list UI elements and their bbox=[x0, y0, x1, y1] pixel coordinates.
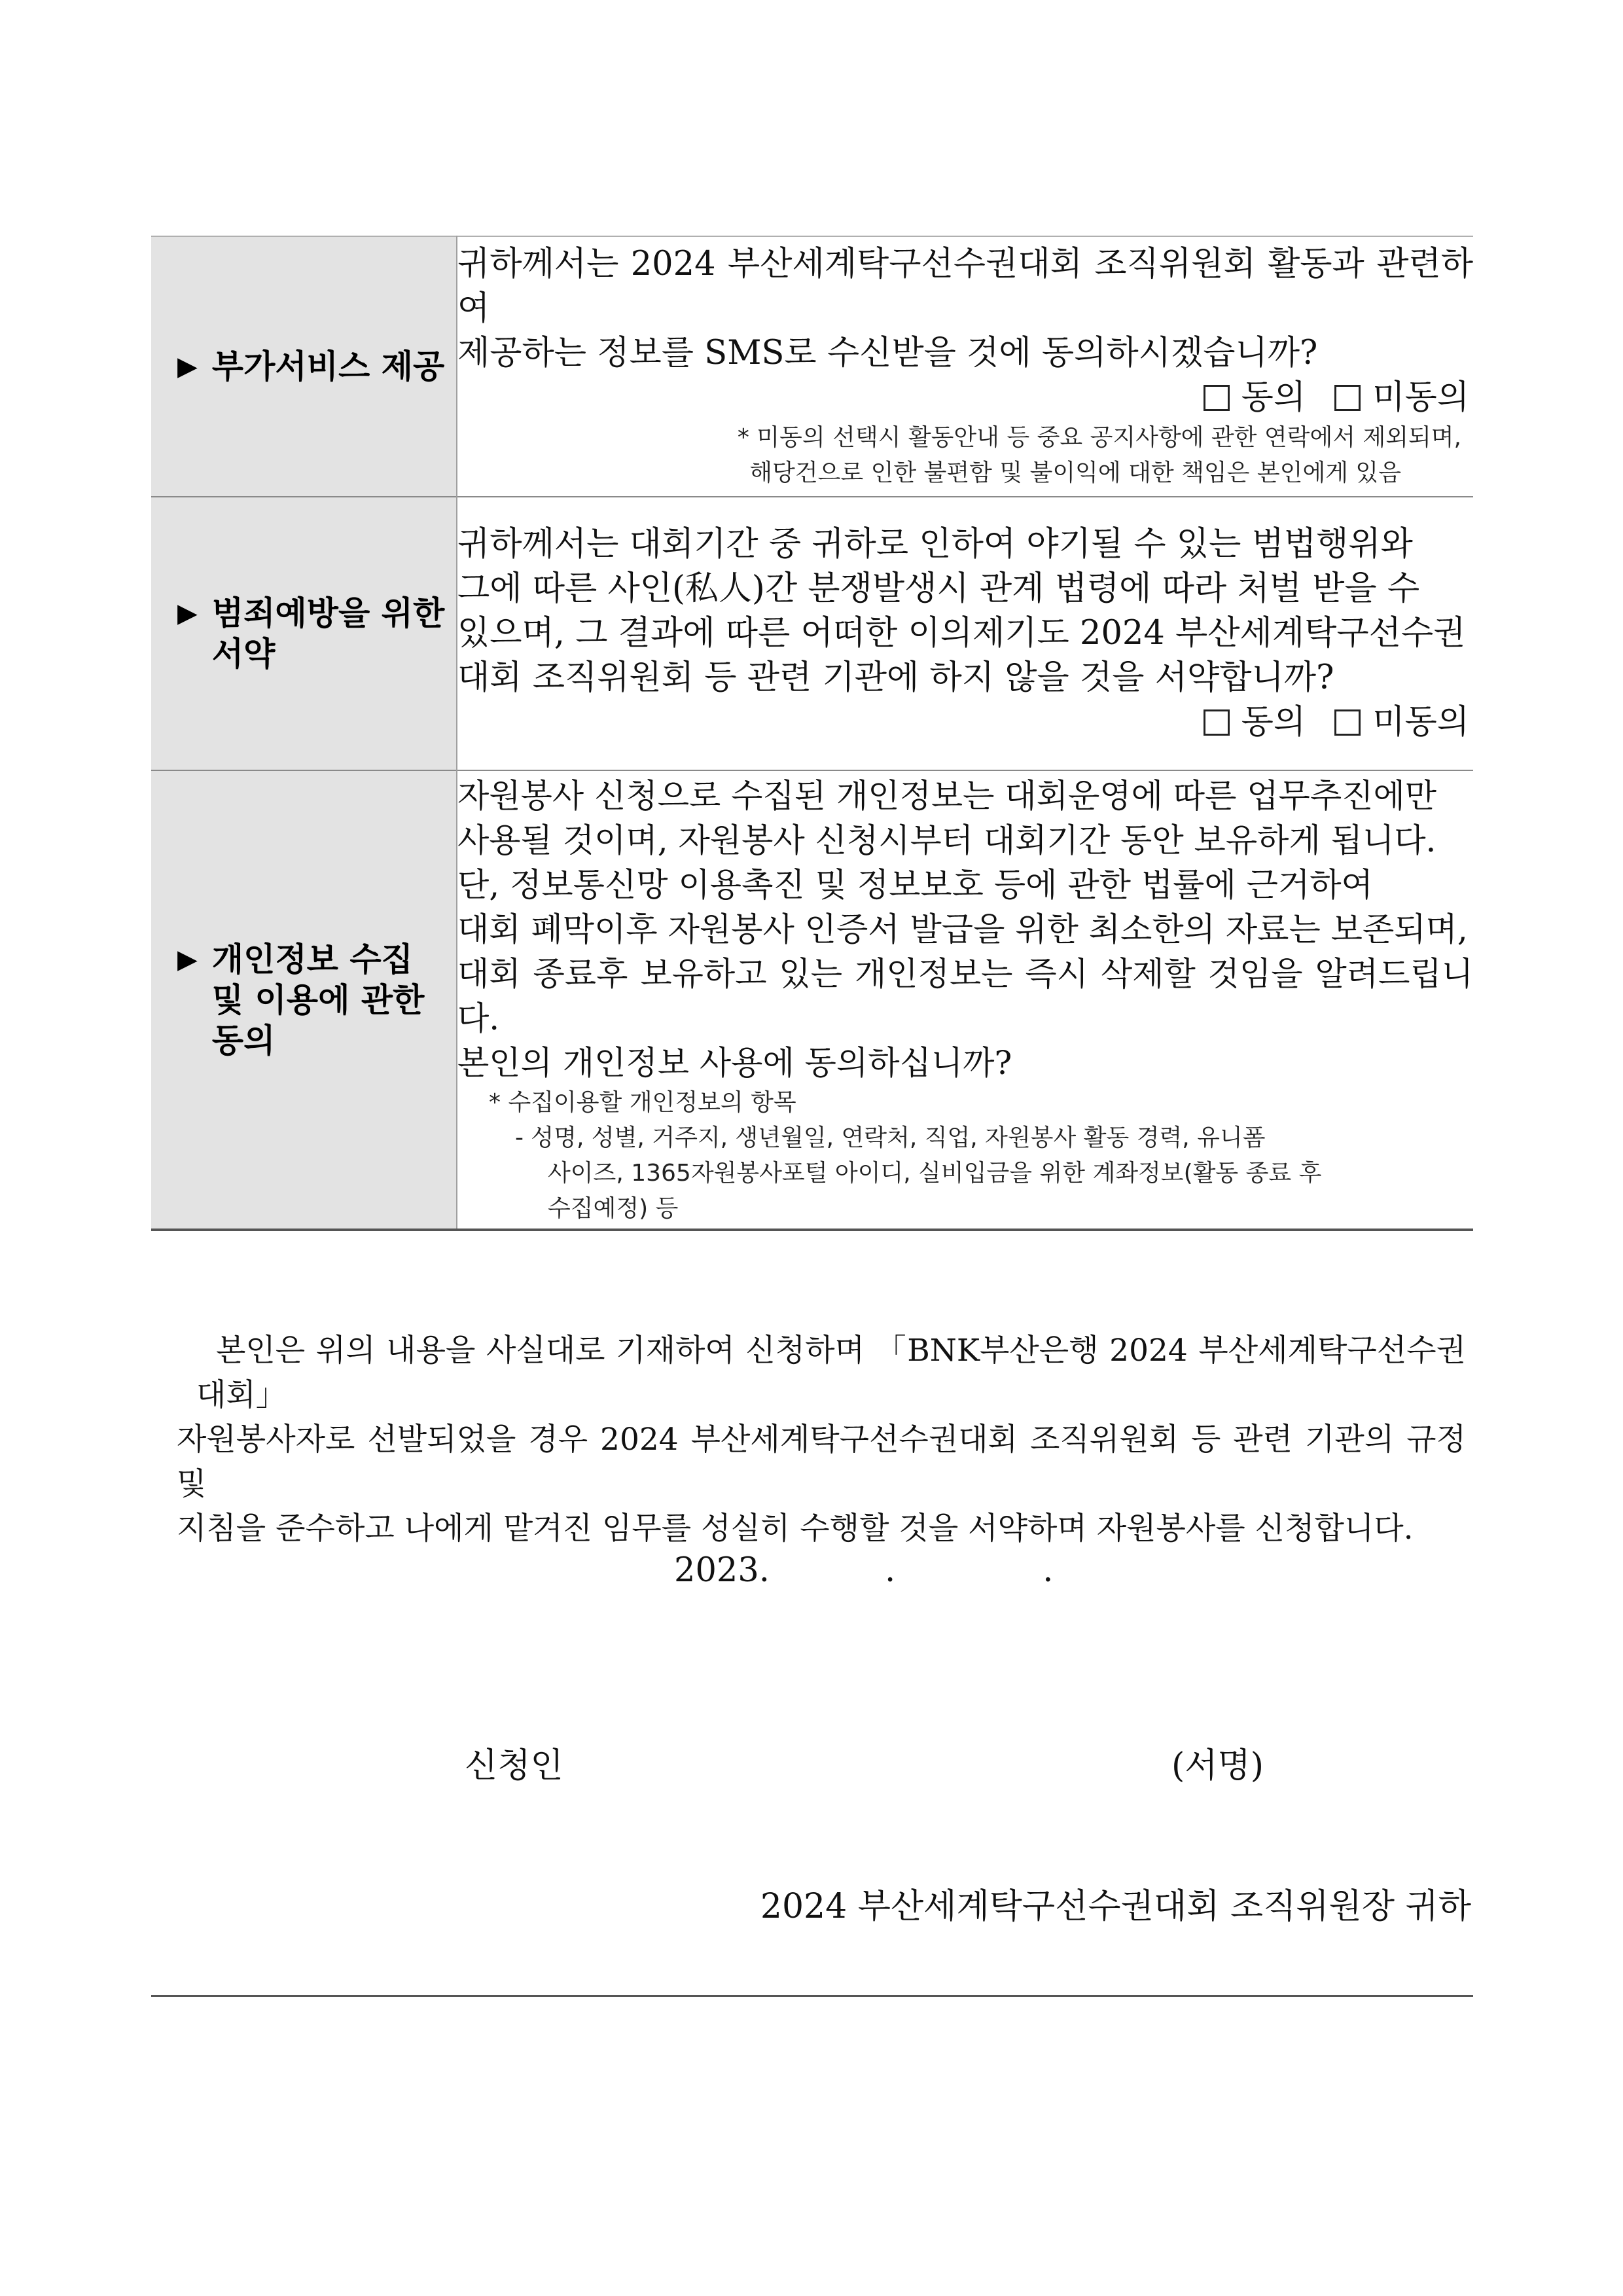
question-line: 그에 따른 사인(私人)간 분쟁발생시 관계 법령에 따라 처벌 받을 수 bbox=[457, 569, 1420, 608]
agree-checkbox[interactable] bbox=[1204, 385, 1230, 411]
question-line: 단, 정보통신망 이용촉진 및 정보보호 등에 관한 법률에 근거하여 bbox=[457, 865, 1373, 904]
question-line: 귀하께서는 2024 부산세계탁구선수권대회 조직위원회 활동과 관련하여 bbox=[457, 245, 1473, 328]
choice-group bbox=[457, 700, 1473, 745]
row-label-line: 개인정보 수집 bbox=[211, 940, 413, 978]
agree-label: 동의 bbox=[1241, 703, 1306, 742]
row-crime-prevention bbox=[151, 497, 1473, 770]
agree-checkbox[interactable] bbox=[1204, 709, 1230, 736]
question-line: 본인의 개인정보 사용에 동의하십니까? bbox=[457, 1043, 1012, 1082]
row-label-line: 부가서비스 제공 bbox=[211, 348, 445, 386]
disagree-checkbox[interactable] bbox=[1334, 385, 1361, 411]
declaration-line: 자원봉사자로 선발되었을 경우 2024 부산세계탁구선수권대회 조직위원회 등 관련 기관의 규정 및 bbox=[177, 1422, 1466, 1502]
declaration-paragraph bbox=[177, 1329, 1466, 1551]
note-line: - 성명, 성별, 거주지, 생년월일, 연락처, 직업, 자원봉사 활동 경력, 유니폼 bbox=[515, 1124, 1266, 1151]
date-separator: . bbox=[1043, 1551, 1054, 1590]
question-line: 자원봉사 신청으로 수집된 개인정보는 대회운영에 따른 업무추진에만 bbox=[457, 776, 1437, 815]
disagree-checkbox[interactable] bbox=[1334, 709, 1361, 736]
note-line: 수집예정) 등 bbox=[548, 1194, 679, 1222]
date-year: 2023. bbox=[674, 1551, 770, 1590]
row-label bbox=[151, 770, 457, 1230]
applicant-label: 신청인 bbox=[465, 1746, 563, 1785]
question-line: 귀하께서는 대회기간 중 귀하로 인하여 야기될 수 있는 범법행위와 bbox=[457, 525, 1413, 564]
question-line: 대회 조직위원회 등 관련 기관에 하지 않을 것을 서약합니까? bbox=[457, 658, 1334, 697]
bottom-divider bbox=[151, 1995, 1473, 1997]
row-label bbox=[151, 497, 457, 770]
row-personal-info bbox=[151, 770, 1473, 1230]
row-content bbox=[457, 236, 1473, 497]
row-content bbox=[457, 770, 1473, 1230]
note-line: * 미동의 선택시 활동안내 등 중요 공지사항에 관한 연락에서 제외되며, bbox=[737, 424, 1461, 451]
disagree-label: 미동의 bbox=[1372, 703, 1469, 742]
note-line: 사이즈, 1365자원봉사포털 아이디, 실비입금을 위한 계좌정보(활동 종료 후 bbox=[548, 1159, 1322, 1187]
note-line: * 수집이용할 개인정보의 항목 bbox=[489, 1088, 796, 1116]
row-label-line: 범죄예방을 위한 bbox=[211, 594, 445, 632]
question-line: 대회 폐막이후 자원봉사 인증서 발급을 위한 최소한의 자료는 보존되며, bbox=[457, 910, 1468, 948]
row-label-line: 및 이용에 관한 bbox=[211, 980, 425, 1019]
consent-table bbox=[151, 236, 1473, 1231]
arrow-right-icon: ▶ bbox=[177, 351, 198, 382]
declaration-line: 지침을 준수하고 나에게 맡겨진 임무를 성실히 수행할 것을 서약하며 자원봉사를 신청합니다. bbox=[177, 1511, 1414, 1547]
question-line: 사용될 것이며, 자원봉사 신청시부터 대회기간 동안 보유하게 됩니다. bbox=[457, 821, 1436, 859]
row-label bbox=[151, 236, 457, 497]
date-line bbox=[674, 1551, 1053, 1590]
row-label-line: 동의 bbox=[211, 1021, 276, 1060]
row-content bbox=[457, 497, 1473, 770]
arrow-right-icon: ▶ bbox=[177, 944, 198, 975]
row-additional-service bbox=[151, 236, 1473, 497]
question-line: 제공하는 정보를 SMS로 수신받을 것에 동의하시겠습니까? bbox=[457, 334, 1318, 372]
question-line: 대회 종료후 보유하고 있는 개인정보는 즉시 삭제할 것임을 알려드립니다. bbox=[457, 954, 1473, 1037]
arrow-right-icon: ▶ bbox=[177, 598, 198, 628]
note-line: 해당건으로 인한 불편함 및 불이익에 대한 책임은 본인에게 있음 bbox=[749, 459, 1401, 486]
disagree-label: 미동의 bbox=[1372, 378, 1469, 417]
declaration-line: 본인은 위의 내용을 사실대로 기재하여 신청하며 「BNK부산은행 2024 부산세계탁구선수권대회」 bbox=[196, 1333, 1466, 1413]
date-separator: . bbox=[885, 1551, 896, 1590]
signature-label: (서명) bbox=[1171, 1746, 1264, 1785]
addressee: 2024 부산세계탁구선수권대회 조직위원장 귀하 bbox=[760, 1887, 1471, 1926]
row-label-line: 서약 bbox=[211, 635, 276, 673]
agree-label: 동의 bbox=[1241, 378, 1306, 417]
question-line: 있으며, 그 결과에 따른 어떠한 이의제기도 2024 부산세계탁구선수권 bbox=[457, 614, 1466, 653]
choice-group bbox=[457, 376, 1473, 420]
